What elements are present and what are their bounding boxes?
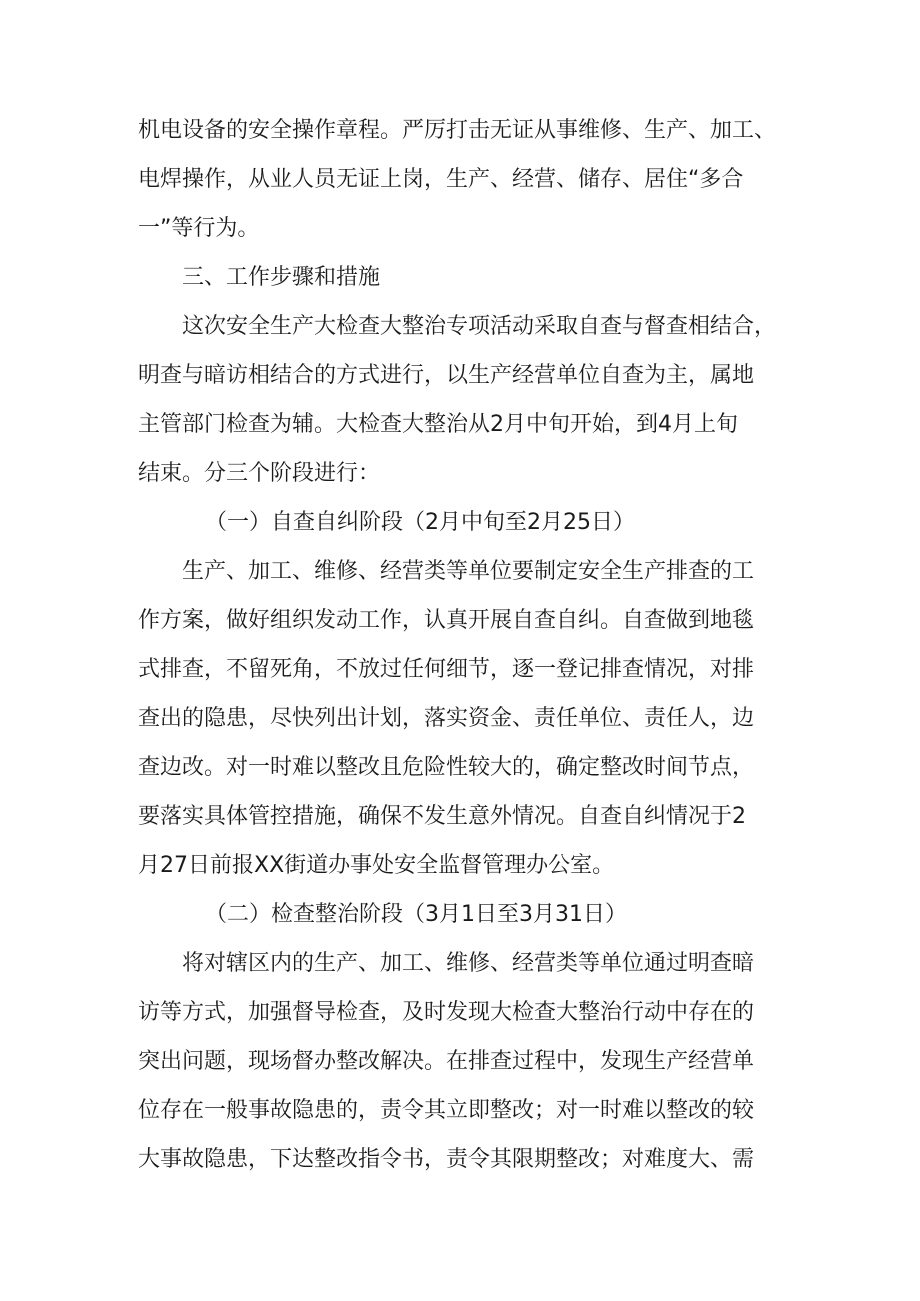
paragraph-line: 一”等行为。 [138, 216, 260, 241]
paragraph-line: 位存在一般事故隐患的，责令其立即整改；对一时难以整改的较 [138, 1098, 755, 1123]
section-heading: 三、工作步骤和措施 [182, 265, 381, 290]
paragraph-line: 生产、加工、维修、经营类等单位要制定安全生产排查的工 [182, 559, 755, 584]
paragraph-line: 这次安全生产大检查大整治专项活动采取自查与督查相结合， [182, 314, 777, 339]
paragraph-line: 月27日前报XX街道办事处安全监督管理办公室。 [138, 853, 615, 878]
paragraph-line: 要落实具体管控措施，确保不发生意外情况。自查自纠情况于2 [138, 804, 746, 829]
paragraph-line: 机电设备的安全操作章程。严厉打击无证从事维修、生产、加工、 [138, 118, 777, 143]
paragraph-line: 主管部门检查为辅。大检查大整治从2月中旬开始，到4月上旬 [138, 412, 738, 437]
paragraph-line: 大事故隐患，下达整改指令书，责令其限期整改；对难度大、需 [138, 1147, 755, 1172]
paragraph-line: 将对辖区内的生产、加工、维修、经营类等单位通过明查暗 [182, 951, 755, 976]
subsection-heading: （二）检查整治阶段（3月1日至3月31日） [205, 902, 627, 927]
paragraph-line: 查边改。对一时难以整改且危险性较大的，确定整改时间节点， [138, 755, 755, 780]
paragraph-line: 作方案，做好组织发动工作，认真开展自查自纠。自查做到地毯 [138, 608, 755, 633]
paragraph-line: 电焊操作，从业人员无证上岗，生产、经营、储存、居住“多合 [138, 167, 744, 192]
paragraph-line: 结束。分三个阶段进行： [138, 461, 381, 486]
paragraph-line: 突出问题，现场督办整改解决。在排查过程中，发现生产经营单 [138, 1049, 755, 1074]
paragraph-line: 明查与暗访相结合的方式进行，以生产经营单位自查为主，属地 [138, 363, 755, 388]
paragraph-line: 式排查，不留死角，不放过任何细节，逐一登记排查情况，对排 [138, 657, 755, 682]
paragraph-line: 查出的隐患，尽快列出计划，落实资金、责任单位、责任人，边 [138, 706, 755, 731]
subsection-heading: （一）自查自纠阶段（2月中旬至2月25日） [205, 510, 635, 535]
paragraph-line: 访等方式，加强督导检查，及时发现大检查大整治行动中存在的 [138, 1000, 755, 1025]
